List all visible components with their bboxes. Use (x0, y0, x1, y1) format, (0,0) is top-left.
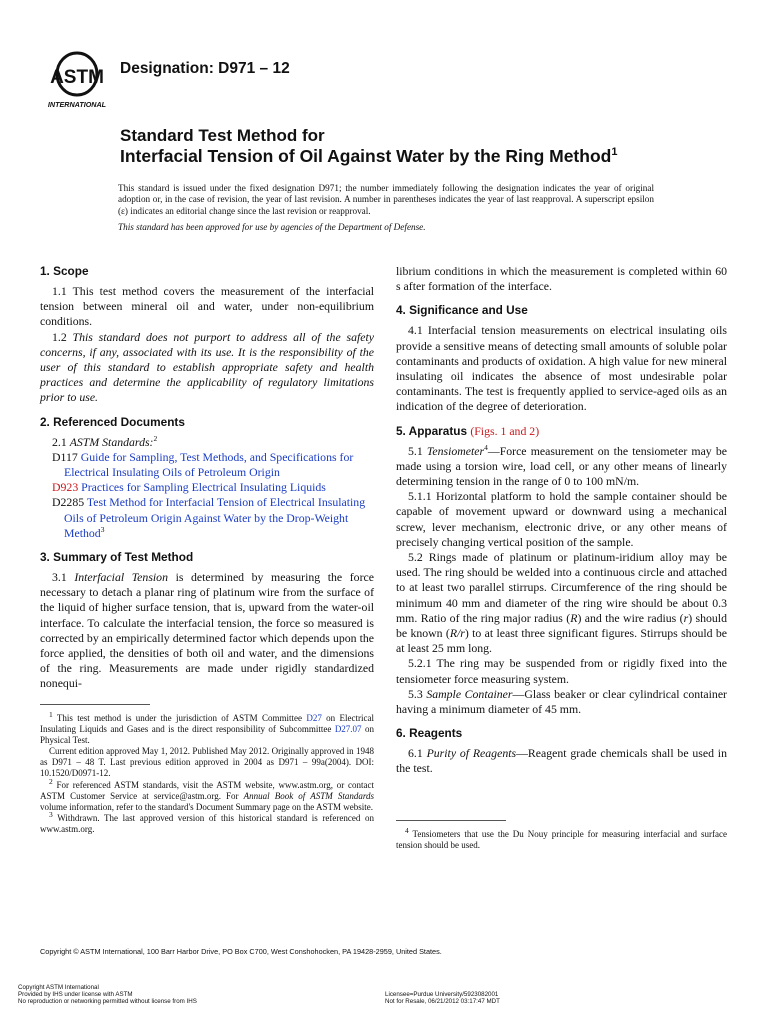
right-column (396, 264, 727, 777)
committee-link[interactable]: D27 (306, 713, 322, 723)
title-line-2 (120, 146, 617, 167)
p-text: ) should be known ( (396, 610, 727, 641)
subhead-num: 2.1 (52, 434, 70, 449)
resale-line: Not for Resale, 06/21/2012 03:17:47 MDT (385, 998, 500, 1006)
reference-item-d2285 (40, 495, 374, 541)
footnote-1 (40, 710, 375, 746)
section-heading-apparatus (396, 424, 727, 439)
summary-continuation: librium conditions in which the measurement is completed within 60 s after formation of the interface. (396, 264, 727, 294)
section-heading-significance: 4. Significance and Use (396, 303, 528, 318)
apparatus-heading-text: 5. Apparatus (396, 423, 468, 438)
section-heading-reagents: 6. Reagents (396, 726, 463, 741)
p-term: Tensiometer (426, 443, 485, 458)
intro-block (118, 183, 654, 234)
p-num: 5.3 (408, 686, 427, 701)
license-notice-right (385, 991, 500, 1005)
license-line: Provided by IHS under license with ASTM (18, 991, 133, 999)
p-num: 6.1 (408, 746, 427, 761)
significance-p1: 4.1 Interfacial tension measurements on electrical insulating oils provide a sensitive means of detecting small amounts of soluble polar contaminants and products of oxidation. A high value for new mineral insulating oil indicates the absence of most undesirable polar contaminants. The test is frequently applied to service-aged oils as an indication of the degree of deterioration. (396, 323, 727, 414)
fn-text: Tensiometers that use the Du Nouy principle for measuring interfacial and surface tension should be used. (396, 829, 727, 851)
subcommittee-link[interactable]: D27.07 (334, 724, 362, 735)
subhead-text: ASTM Standards: (69, 434, 154, 449)
ref-link[interactable]: Guide for Sampling, Test Methods, and Specifications for Electrical Insulating Oils of Petroleum Origin (64, 449, 354, 480)
p-text: —Reagent grade chemicals shall be used in the test. (396, 746, 727, 776)
title-line-1: Standard Test Method for (120, 126, 325, 145)
section-heading-scope: 1. Scope (40, 264, 89, 278)
p-text: 5.2 Rings made of platinum or platinum-iridium alloy may be used. The ring should be welded into a continuous circle and attached to at least two parallel stirrups. Circumference of the ring should be minimum 40 mm and diameter of the ring wire should be about 0.3 mm. Ratio of the ring major radius ( (396, 550, 727, 625)
copyright-line: Copyright © ASTM International, 100 Barr Harbor Drive, PO Box C700, West Conshohocken, PA 19428-2959, United States. (40, 947, 442, 956)
p-text: ) and the wire radius ( (577, 610, 684, 625)
svg-text:INTERNATIONAL: INTERNATIONAL (47, 100, 107, 109)
p-term: Purity of Reagents (426, 746, 517, 761)
dod-note: This standard has been approved for use by agencies of the Department of Defense. (118, 222, 426, 233)
scope-p2 (40, 330, 374, 406)
license-line: No reproduction or networking permitted without license from IHS (18, 998, 197, 1006)
apparatus-5-2-1: 5.2.1 The ring may be suspended from or rigidly fixed into the tensiometer force measuring system. (396, 656, 727, 686)
scope-p2-num: 1.2 (52, 329, 73, 344)
p-var: r (683, 610, 689, 625)
apparatus-5-1-1: 5.1.1 Horizontal platform to hold the sample container should be capable of movement upward or downward using a mechanical screw, lever mechanism, electronic drive, or any other means of precisely changing vertical position of the sample. (396, 489, 727, 549)
summary-text: is determined by measuring the force necessary to detach a planar ring of platinum wire from the surface of the liquid of higher surface tension, that is, upward from the water-oil interface. To calculate the interfacial tension, the force so measured is corrected by an empirically determined factor which depends upon the force applied, the densities of both oil and water, and the dimensions of the ring. Measurements are made under rigidly standardized nonequi- (40, 570, 374, 691)
summary-term: Interfacial Tension (74, 570, 168, 585)
subhead-sup[interactable]: 2 (153, 433, 158, 443)
reference-item-d923 (40, 480, 374, 495)
fn-mark: 3 (49, 809, 53, 819)
p-num: 5.1 (408, 443, 427, 458)
footnote-3 (40, 809, 374, 835)
footnotes-left (40, 710, 375, 835)
left-column (40, 264, 374, 692)
section-heading-summary: 3. Summary of Test Method (40, 550, 194, 565)
footnote-2 (40, 776, 375, 813)
footnote-4 (396, 826, 727, 851)
fn-text: This test method is under the jurisdiction of ASTM Committee (52, 713, 307, 723)
reference-item-d117 (40, 450, 374, 480)
apparatus-5-3 (396, 687, 727, 717)
footnotes-right (396, 826, 727, 851)
p-var: R (570, 610, 578, 625)
reagents-6-1 (396, 746, 727, 776)
fn-text: on Physical Test. (40, 724, 375, 746)
apparatus-5-1 (396, 444, 727, 490)
p-var: R/r (449, 626, 465, 641)
section-heading-referenced: 2. Referenced Documents (40, 414, 185, 429)
p-term: Sample Container (426, 686, 513, 701)
p-text: —Force measurement on the tensiometer may be made using a torsion wire, load cell, or any other means of linearly determining tension in the range of 0 to 100 mN/m. (396, 443, 727, 489)
license-line: Copyright ASTM International (18, 984, 99, 991)
ref-sup[interactable]: 3 (100, 524, 105, 534)
scope-p2-text: This standard does not purport to address all of the safety concerns, if any, associated with its use. It is the responsibility of the user of this standard to establish appropriate safety and health practices and determine the applicability of regulatory limitations prior to use. (40, 329, 374, 405)
footnote-1-edition: Current edition approved May 1, 2012. Published May 2012. Originally approved in 1948 as D971 – 48 T. Last previous edition approved in 2004 as D971 – 99a(2004). DOI: 10.1520/D0971-12. (40, 746, 374, 779)
ref-code[interactable]: D923 (52, 480, 79, 495)
licensee-line: Licensee=Purdue University/5923082001 (385, 991, 499, 998)
title-text: Interfacial Tension of Oil Against Water by the Ring Method (120, 146, 612, 166)
fn-italic: Annual Book of ASTM Standards (243, 790, 375, 801)
ref-code: D117 (52, 449, 78, 464)
fn-mark: 1 (49, 710, 53, 719)
designation: Designation: D971 – 12 (120, 60, 290, 77)
svg-text:ASTM: ASTM (50, 67, 104, 88)
fn-text: Withdrawn. The last approved version of this historical standard is referenced on www.astm.org. (40, 812, 374, 834)
ref-link[interactable]: Test Method for Interfacial Tension of Electrical Insulating Oils of Petroleum Origin Against Water by the Drop-Weight Method (64, 495, 366, 540)
fn-text: on Electrical Insulating Liquids and Gases and is the direct responsibility of Subcommittee (40, 713, 374, 735)
summary-num: 3.1 (52, 570, 75, 585)
fn-mark: 2 (49, 776, 53, 786)
license-notice-left (18, 984, 197, 1006)
intro-paragraph: This standard is issued under the fixed designation D971; the number immediately following the designation indicates the year of original adoption or, in the case of revision, the year of last revision. A number in parentheses indicates the year of last reapproval. A superscript epsilon (ε) indicates an editorial change since the last revision or reapproval. (118, 183, 654, 216)
scope-p1: 1.1 This test method covers the measurement of the interfacial tension between mineral oil and water, under non-equilibrium conditions. (40, 284, 374, 329)
fn-text: volume information, refer to the standard's Document Summary page on the ASTM website. (40, 801, 374, 812)
footnote-divider (396, 820, 506, 821)
fn-mark: 4 (405, 826, 409, 835)
ref-link[interactable]: Practices for Sampling Electrical Insulating Liquids (81, 480, 326, 495)
p-text: —Glass beaker or clear cylindrical container having a minimum diameter of 45 mm. (396, 686, 727, 717)
p-sup[interactable]: 4 (484, 442, 488, 452)
apparatus-5-2 (396, 550, 727, 656)
p-text: ) to at least three significant figures. Stirrups should be at least 25 mm long. (396, 626, 727, 656)
title-footnote-mark[interactable]: 1 (611, 146, 618, 159)
ref-code: D2285 (52, 495, 85, 510)
figures-link[interactable]: (Figs. 1 and 2) (470, 423, 540, 438)
footnote-divider (40, 704, 150, 705)
astm-standards-subhead (40, 435, 374, 450)
astm-logo (44, 50, 110, 110)
fn-text: For referenced ASTM standards, visit the ASTM website, www.astm.org, or contact ASTM Customer Service at service@astm.org. For (40, 779, 374, 801)
summary-p1 (40, 570, 374, 692)
